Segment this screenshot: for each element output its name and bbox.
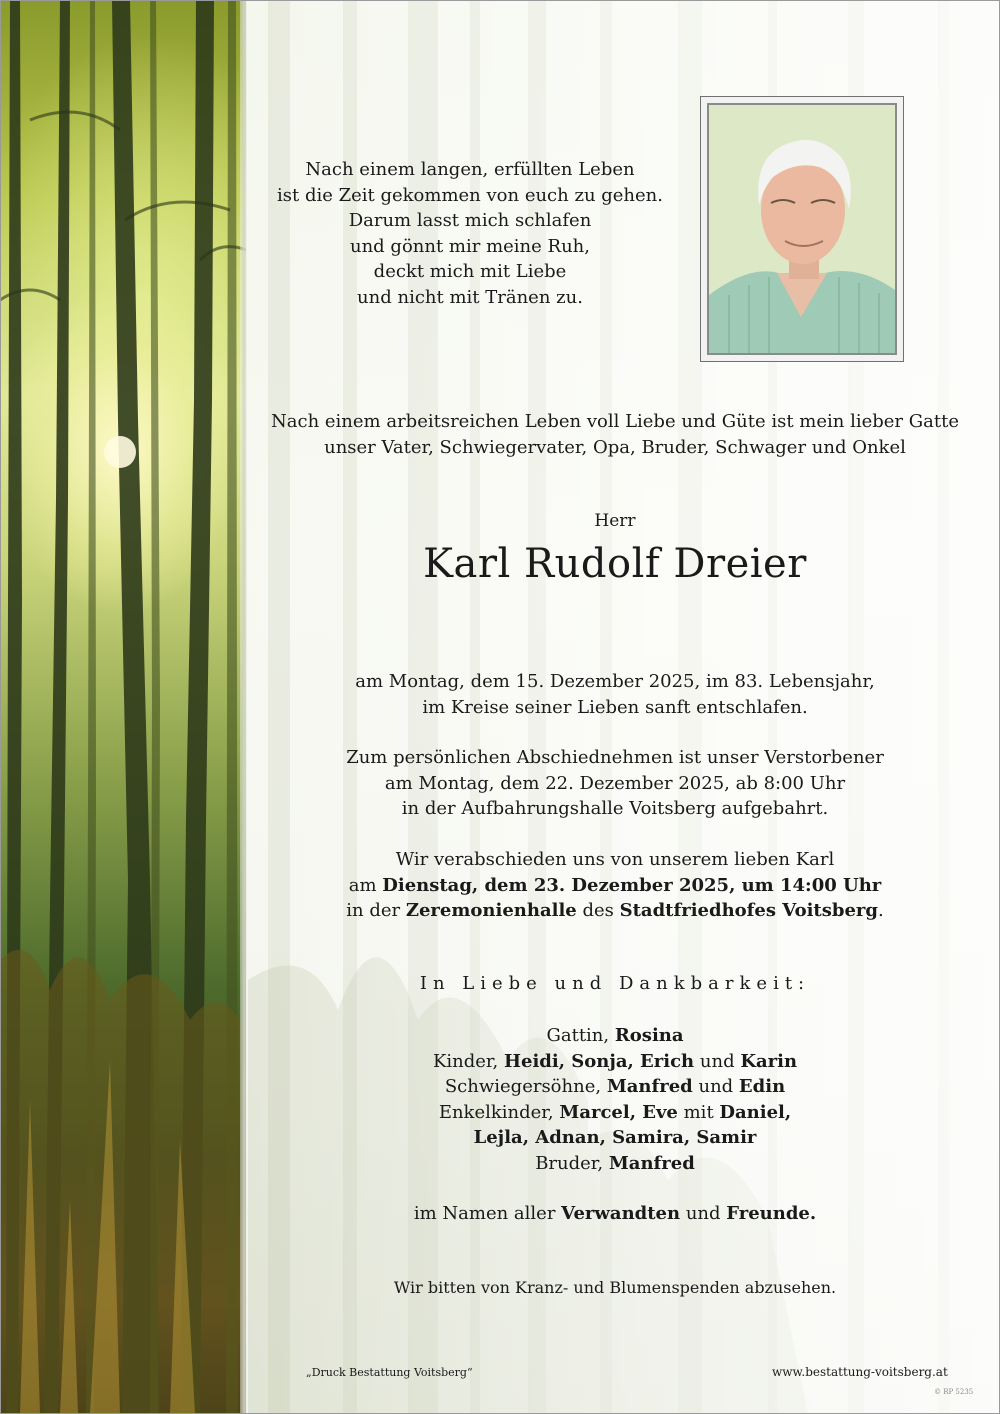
website-link[interactable]: www.bestattung-voitsberg.at xyxy=(772,1365,948,1379)
reference-code: © RP 5235 xyxy=(934,1388,974,1396)
son-in-law-name-last: Edin xyxy=(738,1076,786,1097)
family-sons-in-law xyxy=(250,1074,980,1100)
funeral-date-line xyxy=(250,873,980,899)
image-divider xyxy=(240,0,248,1414)
funeral-line: Wir verabschieden uns von unserem lieben Karl xyxy=(395,849,835,870)
funeral-location-prefix: in der xyxy=(346,900,406,921)
memorial-verse xyxy=(250,157,690,310)
grandchildren-label: Enkelkinder, xyxy=(438,1101,560,1123)
family-grandchildren xyxy=(250,1100,980,1126)
printer-credit: „Druck Bestattung Voitsberg“ xyxy=(306,1366,473,1379)
funeral-date: Dienstag, dem 23. Dezember 2025, um 14:00 Uhr xyxy=(382,874,882,896)
sons-in-law-label: Schwiegersöhne, xyxy=(444,1076,607,1097)
children-label: Kinder, xyxy=(432,1050,504,1072)
funeral-location-mid: des xyxy=(576,900,620,921)
family-grandchildren-more: Lejla, Adnan, Samira, Samir xyxy=(473,1127,757,1148)
family-list xyxy=(250,1023,980,1176)
verse-line: deckt mich mit Liebe xyxy=(373,261,567,282)
verse-line: und nicht mit Tränen zu. xyxy=(357,286,583,308)
intro-line: unser Vater, Schwiegervater, Opa, Bruder, Schwager und Onkel xyxy=(324,437,906,458)
viewing-info xyxy=(250,745,980,822)
brother-name: Manfred xyxy=(608,1152,695,1174)
sons-in-law-and: und xyxy=(692,1076,739,1097)
family-spouse xyxy=(250,1023,980,1049)
intro-text xyxy=(250,409,980,461)
grandchildren-names: Marcel, Eve xyxy=(559,1101,678,1123)
death-notice xyxy=(250,669,980,720)
donation-request: Wir bitten von Kranz- und Blumenspenden abzusehen. xyxy=(393,1278,837,1297)
death-notice-line: am Montag, dem 15. Dezember 2025, im 83. Lebensjahr, xyxy=(355,671,875,692)
portrait-frame xyxy=(700,96,904,362)
son-in-law-name: Manfred xyxy=(606,1076,693,1097)
funeral-info xyxy=(250,847,980,924)
family-brother xyxy=(250,1151,980,1177)
children-name-last: Karin xyxy=(740,1050,798,1072)
family-children xyxy=(250,1049,980,1075)
closing-friends: Freunde. xyxy=(726,1203,817,1224)
viewing-line: Zum persönlichen Abschiednehmen ist unser Verstorbener xyxy=(346,747,884,768)
verse-line: und gönnt mir meine Ruh, xyxy=(350,235,590,257)
forest-sunlight-image xyxy=(0,0,246,1414)
closing-line xyxy=(250,1203,980,1224)
verse-line: Darum lasst mich schlafen xyxy=(348,210,592,231)
death-notice-line: im Kreise seiner Lieben sanft entschlafen. xyxy=(422,696,808,718)
thanks-heading: In Liebe und Dankbarkeit: xyxy=(419,973,811,994)
closing-prefix: im Namen aller xyxy=(413,1203,562,1224)
portrait-photo xyxy=(707,103,897,355)
funeral-cemetery: Stadtfriedhofes Voitsberg xyxy=(619,900,878,921)
funeral-hall: Zeremonienhalle xyxy=(405,900,577,921)
salutation: Herr xyxy=(594,511,636,531)
grandchildren-partner: Daniel, xyxy=(719,1101,792,1123)
viewing-line: in der Aufbahrungshalle Voitsberg aufgebahrt. xyxy=(401,798,829,819)
grandchildren-mit: mit xyxy=(677,1101,720,1123)
closing-and: und xyxy=(680,1203,727,1224)
spouse-label: Gattin, xyxy=(546,1025,615,1046)
funeral-date-prefix: am xyxy=(348,874,383,896)
intro-line: Nach einem arbeitsreichen Leben voll Liebe und Güte ist mein lieber Gatte xyxy=(271,411,959,432)
closing-relatives: Verwandten xyxy=(561,1203,681,1224)
children-and: und xyxy=(694,1050,741,1072)
brother-label: Bruder, xyxy=(535,1152,609,1174)
spouse-name: Rosina xyxy=(614,1025,684,1046)
verse-line: Nach einem langen, erfüllten Leben xyxy=(305,159,635,180)
verse-line: ist die Zeit gekommen von euch zu gehen. xyxy=(277,184,663,206)
viewing-line: am Montag, dem 22. Dezember 2025, ab 8:00 Uhr xyxy=(384,772,846,794)
funeral-location-suffix: . xyxy=(878,900,884,921)
funeral-location-line xyxy=(250,898,980,924)
children-names: Heidi, Sonja, Erich xyxy=(504,1050,695,1072)
deceased-name: Karl Rudolf Dreier xyxy=(423,541,807,587)
